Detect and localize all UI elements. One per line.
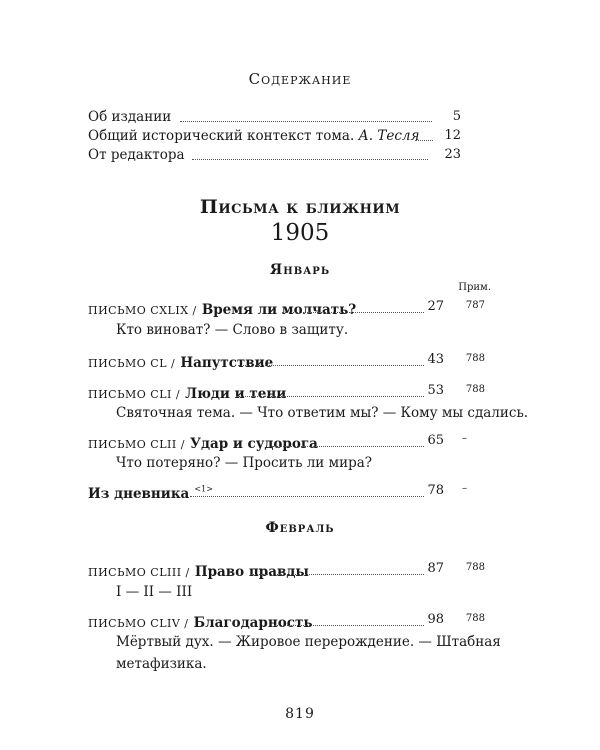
entry-page: 43 xyxy=(427,352,444,367)
entry-note: 788 xyxy=(465,562,485,573)
entry-page: 87 xyxy=(427,561,444,576)
letter-label: ПИСЬМО CLI / xyxy=(88,388,181,401)
page-number: 819 xyxy=(285,706,315,722)
entry-note: 788 xyxy=(465,353,485,364)
entry-page: 98 xyxy=(427,612,444,627)
dot-leader xyxy=(250,574,424,575)
toc-item-page: 12 xyxy=(444,128,461,143)
entry-subtitle: I — II — III xyxy=(116,584,193,600)
dot-leader xyxy=(180,121,432,122)
entry-footnote-mark: <1> xyxy=(194,484,213,494)
entry-subtitle: метафизика. xyxy=(116,656,207,672)
toc-item-about[interactable] xyxy=(88,109,171,125)
toc-item-page: 23 xyxy=(444,147,461,162)
entry-note: – xyxy=(462,433,467,444)
section-title: Письма к ближним xyxy=(199,196,401,218)
toc-item-title: Общий исторический контекст тома. xyxy=(88,128,355,144)
entry-note: 788 xyxy=(465,384,485,395)
letter-label: ПИСЬМО CXLIX / xyxy=(88,304,197,317)
entry-title: Время ли молчать? xyxy=(201,302,357,318)
entry-note: 787 xyxy=(465,300,485,311)
section-year: 1905 xyxy=(270,220,330,246)
entry-subtitle: Кто виноват? — Слово в защиту. xyxy=(116,322,349,338)
dot-leader xyxy=(190,496,424,497)
letter-label: ПИСЬМО CLII / xyxy=(88,438,185,451)
entry-page: 27 xyxy=(427,299,444,314)
entry-note: – xyxy=(462,483,467,494)
dot-leader xyxy=(415,140,433,141)
dot-leader xyxy=(274,625,424,626)
dot-leader xyxy=(272,446,424,447)
entry-subtitle: Мёртвый дух. — Жировое перерождение. — Штабная xyxy=(116,634,501,650)
entry-title: Люди и тени xyxy=(185,386,287,402)
contents-heading: Содержание xyxy=(248,70,352,88)
entry-title: Право правды xyxy=(194,564,309,580)
entry-title: Из дневника xyxy=(88,486,190,502)
entry-title: Благодарность xyxy=(193,615,313,631)
entry-page: 53 xyxy=(427,383,444,398)
letter-label: ПИСЬМО CL / xyxy=(88,357,176,370)
entry-page: 78 xyxy=(427,483,444,498)
entry-title: Удар и судорога xyxy=(190,436,318,452)
dot-leader xyxy=(238,365,424,366)
month-heading-february: Февраль xyxy=(265,520,335,536)
toc-item-title: От редактора xyxy=(88,147,185,163)
entry-subtitle: Что потеряно? — Просить ли мира? xyxy=(116,455,373,471)
toc-item-author: А. Тесля xyxy=(358,128,420,144)
dot-leader xyxy=(192,159,428,160)
letter-label: ПИСЬМО CLIII / xyxy=(88,566,190,579)
month-heading-january: Январь xyxy=(269,262,331,278)
toc-item-editor[interactable] xyxy=(88,147,185,163)
notes-column-header: Прим. xyxy=(458,282,491,293)
dot-leader xyxy=(282,312,424,313)
entry-title: Напутствие xyxy=(180,355,274,371)
toc-item-title: Об издании xyxy=(88,109,172,125)
entry-page: 65 xyxy=(427,433,444,448)
toc-item-context[interactable] xyxy=(88,128,419,144)
toc-item-page: 5 xyxy=(452,109,461,124)
letter-label: ПИСЬМО CLIV / xyxy=(88,617,189,630)
dot-leader xyxy=(236,396,424,397)
entry-note: 788 xyxy=(465,613,485,624)
entry-subtitle: Святочная тема. — Что ответим мы? — Кому мы сдались. xyxy=(116,405,529,421)
